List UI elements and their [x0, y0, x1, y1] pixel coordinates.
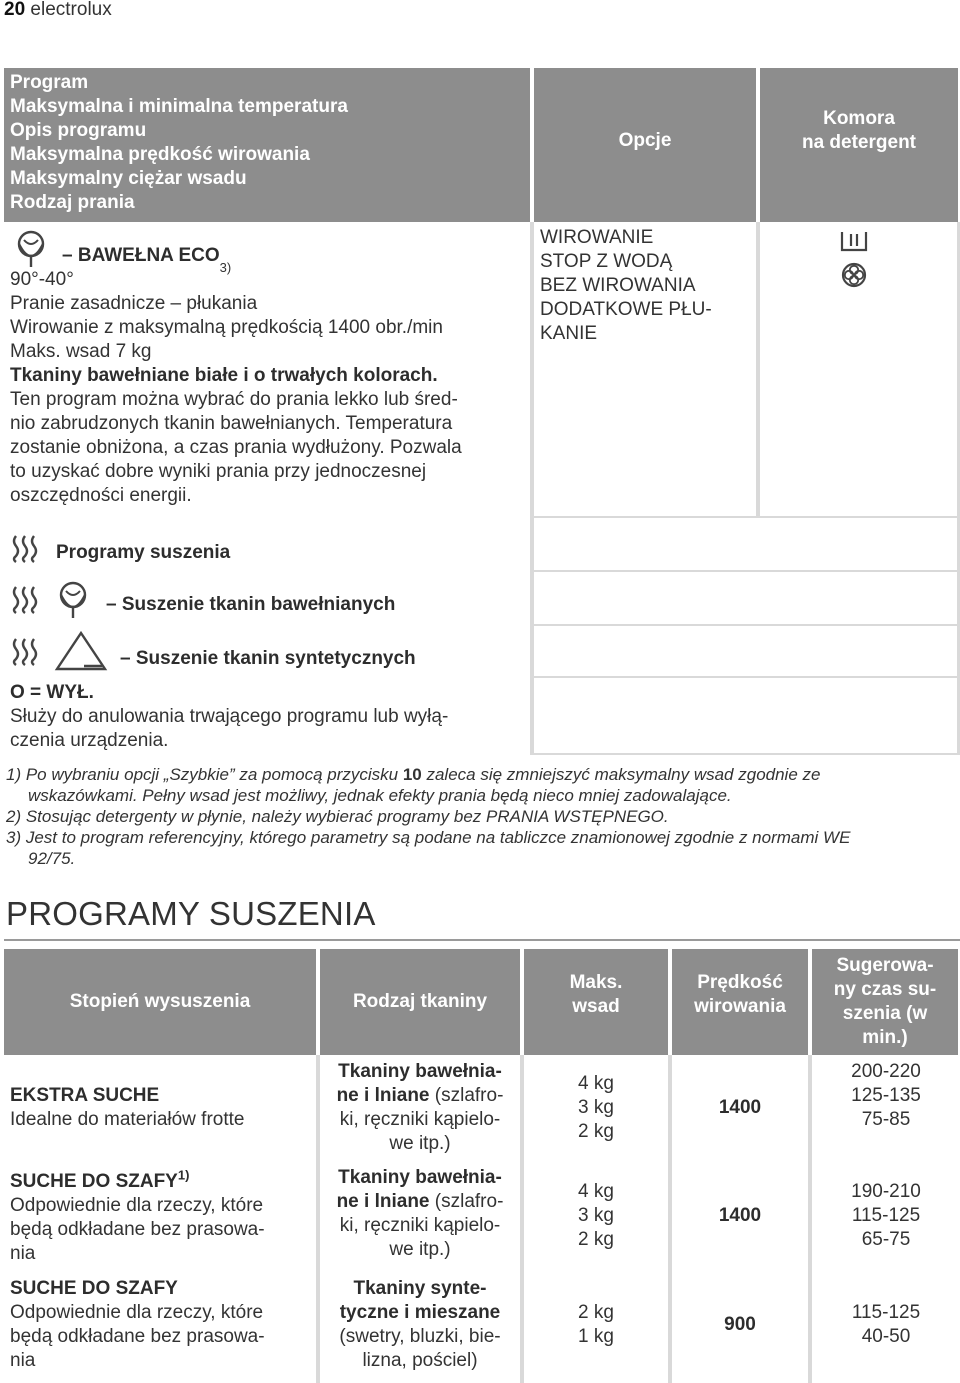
options-header-cell	[534, 68, 756, 222]
drying-cotton-label: – Suszenie tkanin bawełnianych	[106, 594, 396, 615]
table-divider-3	[530, 516, 960, 518]
fabric-cell: Tkaniny synte- tyczne i mieszane (swetry, bluzki, bie- lizna, pościel)	[339, 1278, 501, 1371]
time-header: Sugerowa- ny czas su- szenia (w min.)	[812, 949, 958, 1055]
cotton-eco-desc-1: Ten program można wybrać do prania lekko lub śred-	[10, 389, 458, 410]
load-cell: 4 kg 3 kg 2 kg	[578, 1181, 614, 1250]
header-program: Program	[10, 72, 89, 93]
cotton-eco-title: – BAWEŁNA ECO	[62, 245, 220, 266]
footnote-3: 3) Jest to program referencyjny, którego parametry są podane na tabliczce znamionowej zgodnie z normami WE	[6, 828, 851, 847]
drying-programs-label: Programy suszenia	[56, 542, 231, 563]
fabric-cell: Tkaniny bawełnia- ne i lniane (szlafro- ki, ręczniki kąpielo- we itp.)	[336, 1167, 504, 1260]
header-description: Opis programu	[10, 120, 147, 141]
cotton-eco-cell: – BAWEŁNA ECO 3) 90°-40° Pranie zasadnicze – płukania Wirowanie z maksymalną prędkością 1400 obr./min Maks. wsad 7 kg Tkaniny bawełniane białe i o trwałych kolorach. Ten program można wybrać do prania lekko lub śred- nio zabrudzonych tkanin bawełnianych. Temperatura zostanie obniżona, a czas prania wydłużony. Pozwala to uzyskać dobre wyniki prania przy jednoczesnej oszczędności energii.	[4, 226, 526, 516]
cotton-eco-load: Maks. wsad 7 kg	[10, 341, 152, 362]
table-bottom-line	[530, 753, 960, 755]
option-spin: WIROWANIE	[540, 227, 654, 248]
cotton-flower-icon	[10, 228, 52, 268]
drying-waves-icon	[10, 583, 42, 615]
page-number: 20	[4, 0, 26, 20]
load-cell: 2 kg 1 kg	[578, 1302, 614, 1347]
drying-programs-row	[10, 528, 520, 568]
cotton-eco-options-cell	[540, 226, 754, 516]
speed-cell: 1400	[718, 1205, 762, 1226]
cotton-eco-temp: 90°-40°	[10, 269, 74, 290]
table-divider-4	[530, 570, 960, 572]
dryness-cell	[10, 1084, 316, 1132]
table-row	[4, 1166, 960, 1272]
time-cell: 200-220 125-135 75-85	[851, 1061, 921, 1130]
off-desc-2: czenia urządzenia.	[10, 730, 169, 751]
footnote-1: 1) Po wybraniu opcji „Szybkie” za pomocą przycisku 10 zaleca się zmniejszyć maksymalny wsad zgodnie ze	[6, 765, 821, 784]
section-title: PROGRAMY SUSZENIA	[6, 895, 376, 932]
cotton-eco-detergent-cell	[838, 228, 878, 298]
cotton-eco-spin: Wirowanie z maksymalną prędkością 1400 obr./min	[10, 317, 443, 338]
speed-cell: 1400	[718, 1097, 762, 1118]
table-row	[4, 1275, 960, 1381]
cotton-eco-fabric: Tkaniny bawełniane białe i o trwałych kolorach.	[10, 365, 438, 386]
program-header-cell	[4, 68, 530, 222]
footnote-2: 2) Stosując detergenty w płynie, należy wybierać programy bez PRANIA WSTĘPNEGO.	[6, 807, 669, 826]
header-detergent-1: Komora	[823, 108, 895, 129]
header-wash-type: Rodzaj prania	[10, 192, 135, 213]
header-options: Opcje	[618, 130, 672, 151]
time-cell: 115-125 40-50	[851, 1302, 921, 1347]
drying-synthetic-row	[10, 628, 530, 674]
dryness-level: EKSTRA SUCHE	[10, 1085, 160, 1106]
main-wash-compartment-icon	[838, 228, 878, 254]
header-spin: Maksymalna prędkość wirowania	[10, 144, 310, 165]
off-title: O = WYŁ.	[10, 682, 94, 703]
synthetic-triangle-icon	[54, 630, 108, 672]
option-no-spin: BEZ WIROWANIA	[540, 275, 696, 296]
drying-waves-icon	[10, 635, 42, 667]
option-rinse-hold: STOP Z WODĄ	[540, 251, 673, 272]
cotton-eco-desc-4: to uzyskać dobre wyniki prania przy jednoczesnej	[10, 461, 427, 482]
load-header: Maks. wsad	[524, 949, 668, 1055]
table-divider-6	[530, 676, 960, 678]
header-load: Maksymalny ciężar wsadu	[10, 168, 247, 189]
drying-waves-icon	[10, 532, 42, 564]
speed-cell: 900	[724, 1314, 756, 1335]
brand-name: electrolux	[30, 0, 112, 20]
drying-synthetic-label: – Suszenie tkanin syntetycznych	[120, 648, 416, 669]
cotton-flower-icon	[52, 579, 94, 619]
footnotes	[6, 764, 956, 869]
drying-cotton-row	[10, 576, 530, 622]
time-cell: 190-210 115-125 65-75	[851, 1181, 921, 1250]
fabric-header: Rodzaj tkaniny	[320, 949, 520, 1055]
header-temperature: Maksymalna i minimalna temperatura	[10, 96, 348, 117]
cotton-eco-desc-2: nio zabrudzonych tkanin bawełnianych. Temperatura	[10, 413, 453, 434]
section-rule	[4, 939, 960, 941]
dryness-cell: SUCHE DO SZAFY$^{1)}$ Odpowiednie dla rzeczy, które będą odkładane bez prasowa- nia	[10, 1170, 316, 1266]
load-cell: 4 kg 3 kg 2 kg	[578, 1073, 614, 1142]
option-extra-rinse-1: DODATKOWE PŁU-	[540, 299, 712, 320]
fabric-cell: Tkaniny bawełnia- ne i lniane (szlafro- ki, ręczniki kąpielo- we itp.)	[336, 1061, 504, 1154]
softener-flower-icon	[838, 260, 878, 290]
detergent-header-cell	[760, 68, 958, 222]
dryness-level: SUCHE DO SZAFY	[10, 1278, 178, 1299]
footnote-3-cont: 92/75.	[28, 849, 76, 868]
dryness-desc: Idealne do materiałów frotte	[10, 1109, 245, 1130]
page-header	[4, 0, 112, 22]
speed-header: Prędkość wirowania	[672, 949, 808, 1055]
off-desc-1: Służy do anulowania trwającego programu lub wyłą-	[10, 706, 449, 727]
table-divider-1	[530, 222, 534, 754]
option-extra-rinse-2: KANIE	[540, 323, 598, 344]
table-divider-2	[756, 222, 760, 517]
table-divider-5	[530, 624, 960, 626]
cotton-eco-cycle: Pranie zasadnicze – płukania	[10, 293, 258, 314]
footnote-1-cont: wskazówkami. Pełny wsad jest możliwy, jednak efekty prania będą nieco mniej zadowalające.	[28, 786, 732, 805]
cotton-eco-desc-3: zostanie obniżona, a czas prania wydłużony. Pozwala	[10, 437, 462, 458]
dryness-header: Stopień wysuszenia	[4, 949, 316, 1055]
table-row	[4, 1060, 960, 1164]
cotton-eco-desc-5: oszczędności energii.	[10, 485, 192, 506]
dryness-cell: SUCHE DO SZAFY Odpowiednie dla rzeczy, które będą odkładane bez prasowa- nia	[10, 1277, 316, 1373]
dryness-level: SUCHE DO SZAFY$^{1)}$	[10, 1167, 190, 1192]
off-row	[10, 681, 526, 753]
header-detergent-2: na detergent	[801, 132, 917, 153]
